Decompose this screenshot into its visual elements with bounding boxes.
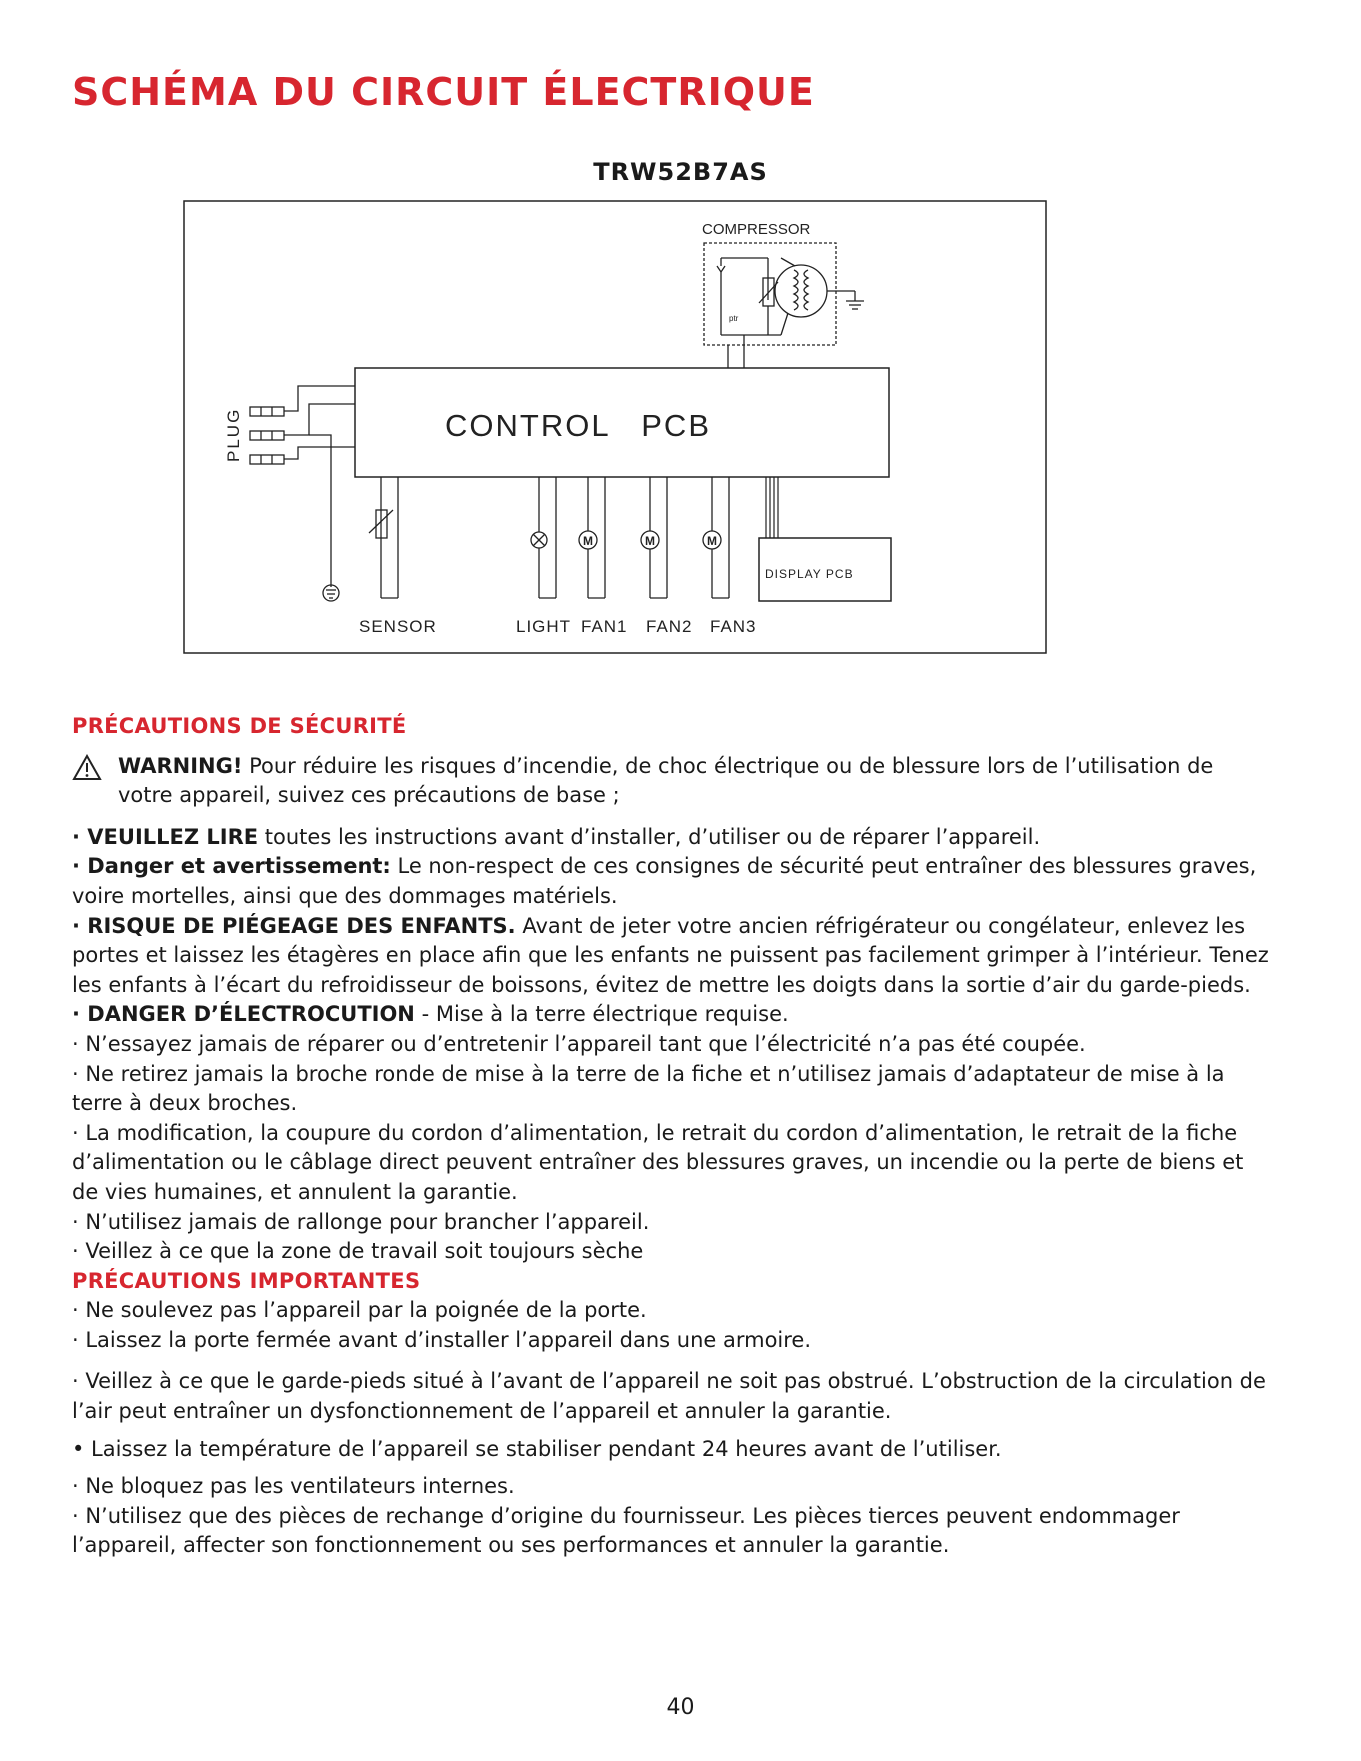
list-item: · Ne retirez jamais la broche ronde de mise à la terre de la fiche et n’utilisez jamais d’adaptateur de mise à la terre à deux broches. bbox=[72, 1061, 1225, 1116]
list-item: · RISQUE DE PIÉGEAGE DES ENFANTS. Avant de jeter votre ancien réfrigérateur ou congélateur, enlevez les portes et laissez les étagères en place afin que les enfants ne puissent pas facilement grimper à l’intérieur. Tenez les enfants à l’écart du refroidisseur de boissons, évitez de mettre les doigts dans la sortie d’air du garde-pieds. bbox=[72, 913, 1269, 997]
wiring-diagram bbox=[183, 200, 1047, 654]
list-item: · Ne soulevez pas l’appareil par la poignée de la porte. bbox=[72, 1298, 647, 1323]
model-number: TRW52B7AS bbox=[593, 158, 768, 186]
svg-text:M: M bbox=[645, 534, 655, 548]
important-heading: PRÉCAUTIONS IMPORTANTES bbox=[72, 1268, 421, 1293]
safety-heading: PRÉCAUTIONS DE SÉCURITÉ bbox=[72, 714, 407, 738]
list-item: · Laissez la porte fermée avant d’installer l’appareil dans une armoire. bbox=[72, 1327, 812, 1352]
list-item: · Veillez à ce que le garde-pieds situé à l’avant de l’appareil ne soit pas obstrué. L’obstruction de la circulation de l’air peut entraîner un dysfonctionnement de l’appareil et annuler la garantie. bbox=[72, 1369, 1266, 1424]
precautions-section bbox=[72, 712, 1272, 1561]
compressor-label: COMPRESSOR bbox=[702, 221, 811, 238]
plug-symbol bbox=[250, 386, 355, 601]
warning-icon bbox=[72, 754, 102, 781]
list-item: · La modification, la coupure du cordon d’alimentation, le retrait du cordon d’alimentation, le retrait de la fiche d’alimentation ou le câblage direct peuvent entraîner des blessures graves, un incendie ou la perte de biens et de vies humaines, et annulent la garantie. bbox=[72, 1120, 1244, 1204]
light-symbol bbox=[531, 477, 556, 598]
svg-text:ptr: ptr bbox=[729, 314, 739, 323]
list-item: · N’essayez jamais de réparer ou d’entretenir l’appareil tant que l’électricité n’a pas été coupée. bbox=[72, 1031, 1086, 1056]
light-label: LIGHT bbox=[516, 617, 572, 636]
page-title: SCHÉMA DU CIRCUIT ÉLECTRIQUE bbox=[72, 70, 815, 114]
page-number: 40 bbox=[666, 1695, 695, 1720]
list-item: · Veillez à ce que la zone de travail soit toujours sèche bbox=[72, 1239, 644, 1264]
warning-paragraph bbox=[72, 752, 1272, 811]
fan3-label: FAN3 bbox=[710, 617, 757, 636]
svg-text:M: M bbox=[707, 534, 717, 548]
display-pcb-wires bbox=[766, 477, 778, 538]
list-item: · DANGER D’ÉLECTROCUTION - Mise à la terre électrique requise. bbox=[72, 1002, 789, 1027]
list-item: • Laissez la température de l’appareil se stabiliser pendant 24 heures avant de l’utiliser. bbox=[72, 1436, 1002, 1461]
list-item: · Ne bloquez pas les ventilateurs internes. bbox=[72, 1474, 515, 1499]
warning-label: WARNING! bbox=[118, 753, 243, 778]
sensor-label: SENSOR bbox=[359, 617, 437, 636]
display-pcb-label: DISPLAY PCB bbox=[765, 567, 854, 581]
list-item: · Danger et avertissement: Le non-respect de ces consignes de sécurité peut entraîner des blessures graves, voire mortelles, ainsi que des dommages matériels. bbox=[72, 854, 1257, 908]
svg-text:M: M bbox=[583, 534, 593, 548]
control-pcb-label: CONTROL PCB bbox=[445, 408, 711, 443]
sensor-symbol bbox=[369, 477, 398, 598]
compressor-symbol bbox=[704, 243, 864, 368]
fan1-label: FAN1 bbox=[581, 617, 628, 636]
list-item: · N’utilisez jamais de rallonge pour brancher l’appareil. bbox=[72, 1209, 650, 1234]
plug-label: PLUG bbox=[224, 407, 243, 462]
list-item: · VEUILLEZ LIRE toutes les instructions avant d’installer, d’utiliser ou de réparer l’appareil. bbox=[72, 824, 1041, 849]
fan2-label: FAN2 bbox=[646, 617, 693, 636]
warning-text: Pour réduire les risques d’incendie, de choc électrique ou de blessure lors de l’utilisation de votre appareil, suivez ces précautions de base ; bbox=[118, 753, 1214, 808]
list-item: · N’utilisez que des pièces de rechange d’origine du fournisseur. Les pièces tierces peuvent endommager l’appareil, affecter son fonctionnement ou ses performances et annuler la garantie. bbox=[72, 1503, 1180, 1558]
